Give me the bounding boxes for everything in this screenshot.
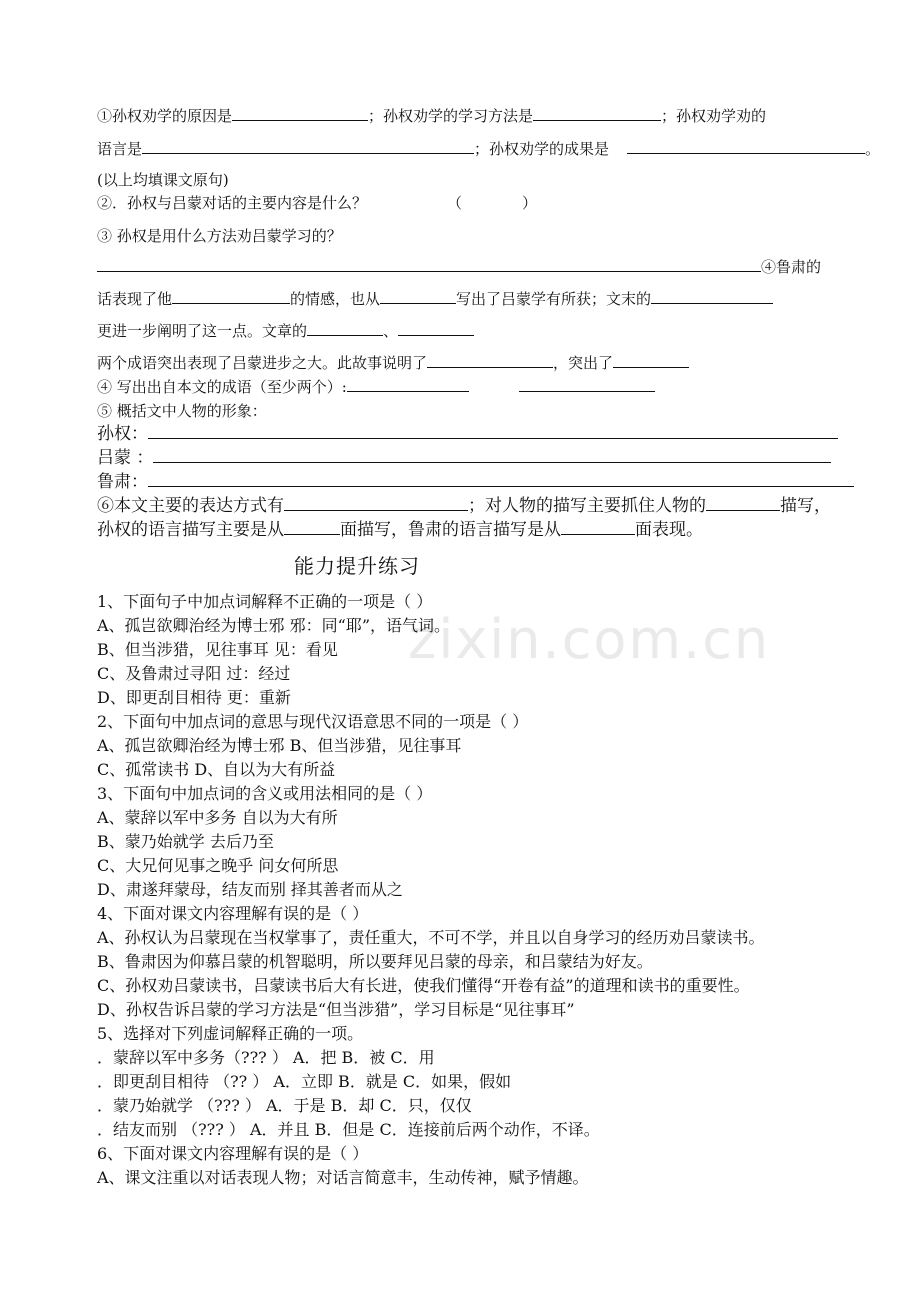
q-text: 吕蒙 ： (97, 448, 154, 468)
answer-blank[interactable] (706, 509, 780, 511)
q-text: 话表现了他 (97, 290, 173, 308)
q-text: 鲁肃： (97, 472, 148, 492)
answer-blank[interactable] (627, 152, 865, 154)
paren: （ (447, 194, 463, 212)
q-text: 孙权： (97, 424, 148, 444)
q6-option-a[interactable]: A、课文注重以对话表现人物；对话言简意丰，生动传神，赋予情趣。 (97, 1168, 589, 1187)
answer-blank[interactable] (561, 533, 635, 535)
q1-option-d[interactable]: D、即更刮目相待 更：重新 (97, 688, 291, 707)
q-text: ；孙权劝学的成果是 (474, 140, 610, 158)
q7-line2 (97, 522, 703, 539)
watermark: zixin.com.cn (408, 608, 771, 671)
answer-blank[interactable] (533, 119, 661, 121)
q2-options-cd[interactable]: C、孤常读书 D、自以为大有所益 (97, 760, 336, 779)
q3-option-d[interactable]: D、肃遂拜蒙母，结友而别 择其善者而从之 (97, 880, 403, 899)
q-text: 、 (383, 322, 399, 340)
answer-blank[interactable] (97, 270, 761, 272)
answer-blank[interactable] (519, 390, 655, 392)
q5-stem: 5、选择对下列虚词解释正确的一项。 (97, 1024, 364, 1043)
q4-line2 (97, 324, 474, 339)
q-text: 语言是 (97, 140, 143, 158)
q-text: 孙权的语言描写主要是从 (97, 520, 284, 540)
q5-item-1[interactable]: ．蒙辞以军中多务（??? ） A．把 B．被 C．用 (97, 1048, 435, 1067)
q1-stem: 1、下面句子中加点词解释不正确的一项是（ ） (97, 592, 433, 611)
answer-blank[interactable] (148, 437, 838, 439)
sunquan-line (97, 426, 838, 443)
q2-options-ab[interactable]: A、孤岂欲卿治经为博士邪 B、但当涉猎，见往事耳 (97, 736, 462, 755)
answer-blank[interactable] (398, 334, 474, 336)
q5-line (97, 380, 655, 395)
answer-blank[interactable] (347, 390, 469, 392)
q1-option-c[interactable]: C、及鲁肃过寻阳 过：经过 (97, 664, 291, 683)
answer-blank[interactable] (380, 302, 456, 304)
lvmeng-line (97, 450, 831, 467)
q-text: ，突出了 (553, 354, 614, 372)
answer-blank[interactable] (172, 302, 290, 304)
q5-item-3[interactable]: ．蒙乃始就学 （??? ） A．于是 B．却 C．只，仅仅 (97, 1096, 472, 1115)
q-text: 面表现。 (635, 520, 703, 540)
q1-line1 (97, 109, 766, 124)
answer-blank[interactable] (153, 461, 831, 463)
q-text: ⑥本文主要的表达方式有 (97, 496, 284, 516)
q4-option-c[interactable]: C、孙权劝吕蒙读书，吕蒙读书后大有长进，使我们懂得“开卷有益”的道理和读书的重要性。 (97, 976, 750, 995)
q4-option-d[interactable]: D、孙权告诉吕蒙的学习方法是“但当涉猎”，学习目标是“见往事耳” (97, 1000, 575, 1019)
q-text: ④鲁肃的 (761, 258, 822, 276)
q4-stem: 4、下面对课文内容理解有误的是（ ） (97, 904, 369, 923)
q3-option-c[interactable]: C、大兄何见事之晚乎 问女何所思 (97, 856, 339, 875)
q-text: ①孙权劝学的原因是 (97, 107, 233, 125)
answer-blank[interactable] (284, 509, 468, 511)
paren: ） (522, 194, 538, 212)
q4-option-a[interactable]: A、孙权认为吕蒙现在当权掌事了，责任重大，不可不学，并且以自身学习的经历劝吕蒙读书。 (97, 928, 765, 947)
q4-option-b[interactable]: B、鲁肃因为仰慕吕蒙的机智聪明，所以要拜见吕蒙的母亲，和吕蒙结为好友。 (97, 952, 653, 971)
section-title: 能力提升练习 (294, 554, 420, 578)
q3-option-b[interactable]: B、蒙乃始就学 去后乃至 (97, 832, 274, 851)
q2-line (97, 196, 537, 211)
q1-option-b[interactable]: B、但当涉猎，见往事耳 见：看见 (97, 640, 338, 659)
q4-line1 (97, 292, 773, 307)
q-text: 的情感，也从 (290, 290, 381, 308)
q5-item-2[interactable]: ．即更刮目相待 （?? ） A．立即 B．就是 C．如果，假如 (97, 1072, 512, 1091)
q-text: 面描写，鲁肃的语言描写是从 (340, 520, 561, 540)
q3-stem: 3、下面句中加点词的含义或用法相同的是（ ） (97, 784, 433, 803)
q-text: 描写， (780, 496, 831, 516)
answer-blank[interactable] (613, 366, 689, 368)
q-text: ④ 写出出自本文的成语（至少两个）: (97, 378, 347, 396)
q-text: ②．孙权与吕蒙对话的主要内容是什么？ (97, 194, 368, 212)
q-text: ；对人物的描写主要抓住人物的 (468, 496, 706, 516)
q-text: 。 (865, 140, 881, 158)
q4-line3 (97, 356, 689, 371)
answer-blank[interactable] (651, 302, 773, 304)
q-text: 写出了吕蒙学有所获；文末的 (456, 290, 652, 308)
lusu-line (97, 474, 854, 491)
q5-item-4[interactable]: ．结友而别 （??? ） A．并且 B．但是 C．连接前后两个动作，不译。 (97, 1120, 600, 1139)
q-text: ；孙权劝学劝的 (661, 107, 767, 125)
answer-blank[interactable] (307, 334, 383, 336)
q1-option-a[interactable]: A、孤岂欲卿治经为博士邪 邪：同“耶”，语气词。 (97, 616, 451, 635)
answer-blank[interactable] (427, 366, 553, 368)
q-text: 两个成语突出表现了吕蒙进步之大。此故事说明了 (97, 354, 428, 372)
q6-stem: 6、下面对课文内容理解有误的是（ ） (97, 1144, 369, 1163)
q-text: ；孙权劝学的学习方法是 (368, 107, 534, 125)
q3-line: ③ 孙权是用什么方法劝吕蒙学习的？ (97, 227, 342, 245)
q3-option-a[interactable]: A、蒙辞以军中多务 自以为大有所 (97, 808, 338, 827)
q1-line2 (97, 142, 880, 157)
answer-blank[interactable] (284, 533, 340, 535)
q2-stem: 2、下面句中加点词的意思与现代汉语意思不同的一项是（ ） (97, 712, 529, 731)
answer-blank[interactable] (142, 152, 474, 154)
answer-blank[interactable] (232, 119, 368, 121)
q-text: 更进一步阐明了这一点。文章的 (97, 322, 308, 340)
answer-blank[interactable] (148, 485, 854, 487)
note: (以上均填课文原句) (97, 171, 229, 189)
q3-answer-line (97, 260, 821, 275)
q7-line1 (97, 498, 831, 515)
q6-line: ⑤ 概括文中人物的形象： (97, 402, 267, 420)
